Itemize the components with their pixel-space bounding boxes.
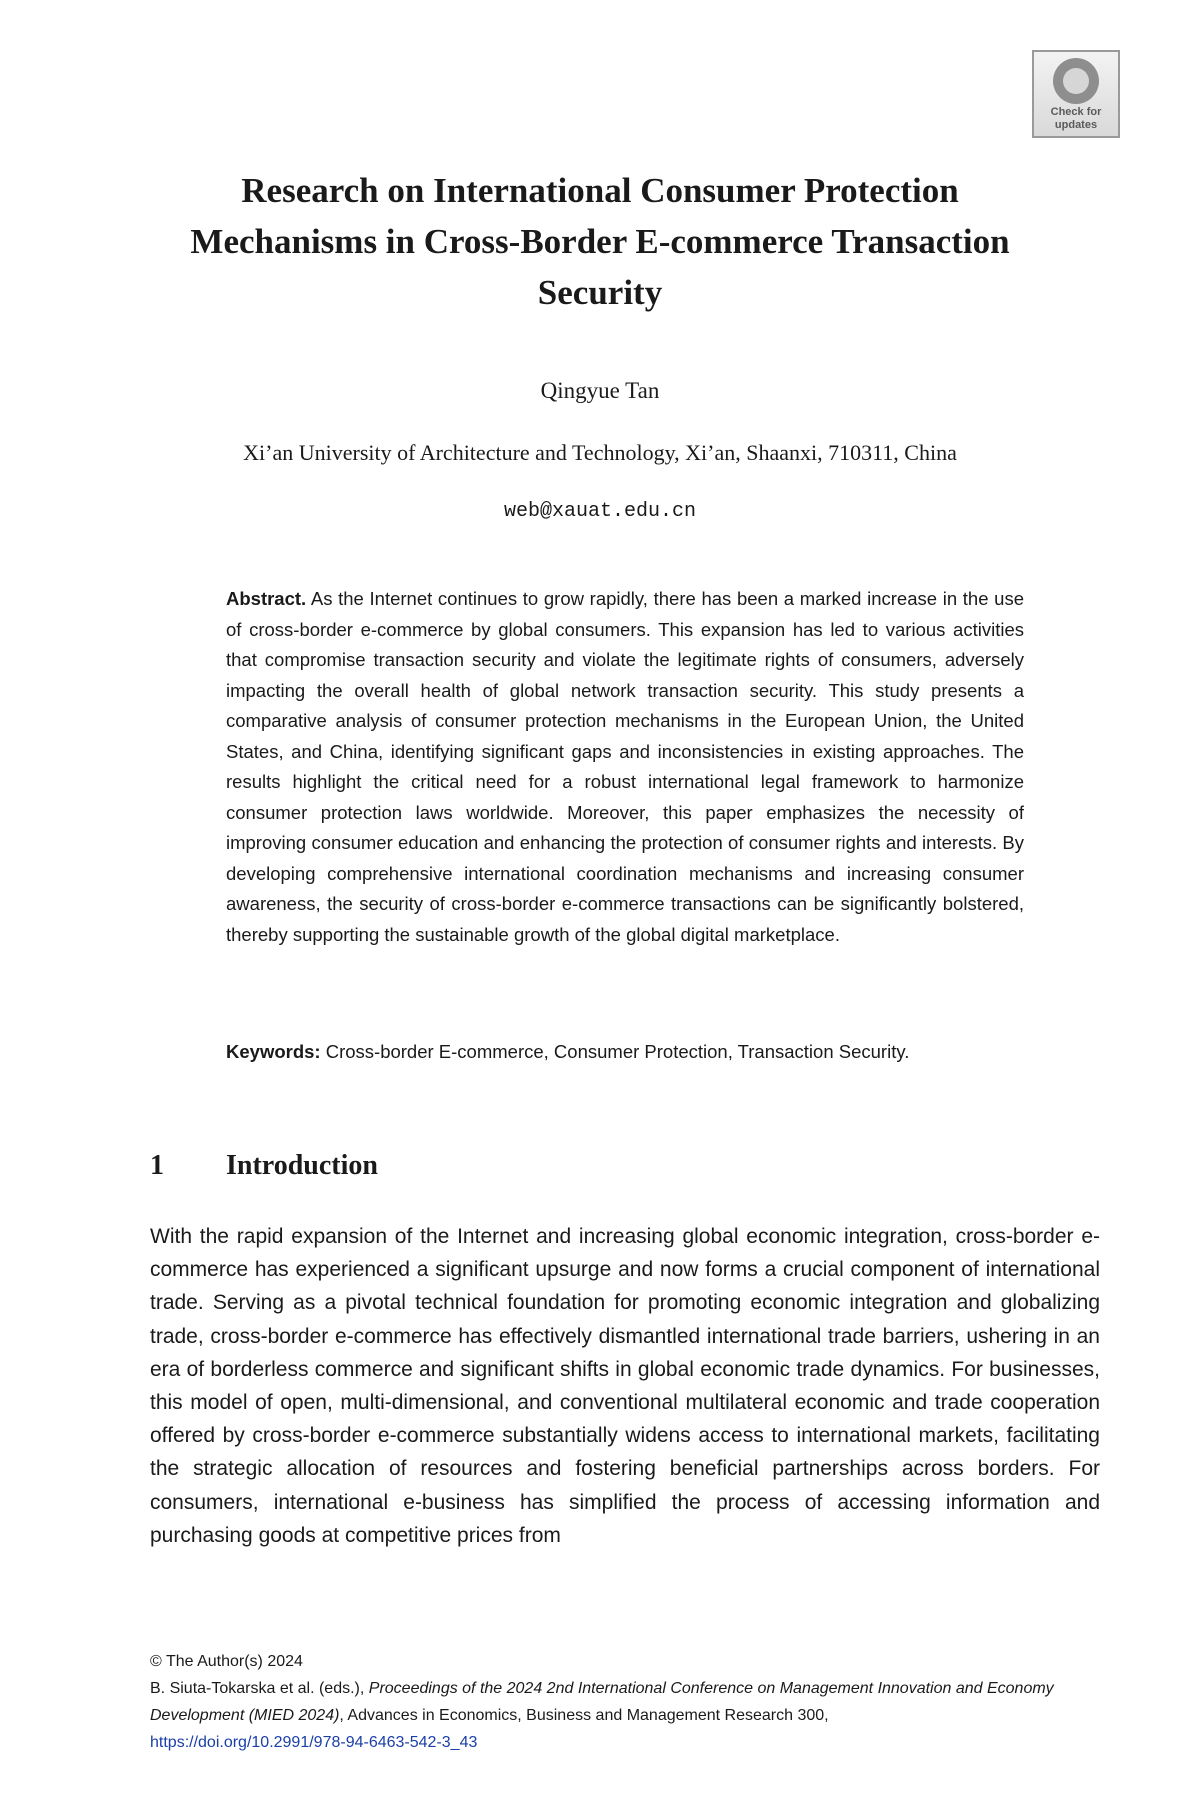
- doi-link[interactable]: https://doi.org/10.2991/978-94-6463-542-3_43: [150, 1734, 478, 1751]
- check-for-updates-icon: [1053, 58, 1099, 104]
- keywords: [226, 1037, 1024, 1067]
- introduction-paragraph: With the rapid expansion of the Internet and increasing global economic integration, cross-border e-commerce has experienced a significant upsurge and now forms a crucial component of international trade. Serving as a pivotal technical foundation for promoting economic integration and globalizing trade, cross-border e-commerce has effectively dismantled international trade barriers, ushering in an era of borderless commerce and significant shifts in global economic trade dynamics. For businesses, this model of open, multi-dimensional, and conventional multilateral economic and trade cooperation offered by cross-border e-commerce substantially widens access to international markets, facilitating the strategic allocation of resources and fostering beneficial partnerships across borders. For consumers, international e-business has simplified the process of accessing information and purchasing goods at competitive prices from: [150, 1225, 1100, 1547]
- citation-line: [150, 1675, 1100, 1729]
- abstract-label: Abstract.: [226, 588, 307, 609]
- author-affiliation: Xi’an University of Architecture and Technology, Xi’an, Shaanxi, 710311, China: [243, 440, 957, 465]
- section-number: 1: [150, 1150, 164, 1181]
- keywords-text: Cross-border E-commerce, Consumer Protection, Transaction Security.: [325, 1041, 910, 1062]
- paper-title: Research on International Consumer Protection Mechanisms in Cross-Border E-commerce Transaction Security: [190, 171, 1010, 312]
- keywords-label: Keywords:: [226, 1041, 321, 1062]
- author-name: Qingyue Tan: [540, 378, 660, 403]
- doi-line: [150, 1729, 1100, 1756]
- section-heading: [150, 1150, 378, 1182]
- footnote: [150, 1648, 1100, 1756]
- author-email[interactable]: web@xauat.edu.cn: [503, 500, 697, 523]
- badge-label: Check for updates: [1050, 106, 1102, 131]
- check-for-updates-badge[interactable]: [1032, 50, 1120, 138]
- abstract-text: As the Internet continues to grow rapidly, there has been a marked increase in the use of cross-border e-commerce by global consumers. This expansion has led to various activities that compromise transaction security and violate the legitimate rights of consumers, adversely impacting the overall health of global network transaction security. This study presents a comparative analysis of consumer protection mechanisms in the European Union, the United States, and China, identifying significant gaps and inconsistencies in existing approaches. The results highlight the critical need for a robust international legal framework to harmonize consumer protection laws worldwide. Moreover, this paper emphasizes the necessity of improving consumer education and enhancing the protection of consumer rights and interests. By developing comprehensive international coordination mechanisms and increasing consumer awareness, the security of cross-border e-commerce transactions can be significantly bolstered, thereby supporting the sustainable growth of the global digital marketplace.: [226, 588, 1024, 945]
- citation-series: , Advances in Economics, Business and Management Research 300,: [339, 1707, 829, 1724]
- citation-proceedings: Proceedings of the 2024 2nd International Conference on Management Innovation and Economy Development (MIED 2024): [150, 1680, 1054, 1724]
- copyright-line: © The Author(s) 2024: [150, 1653, 303, 1670]
- abstract: [226, 584, 1024, 950]
- citation-editors: B. Siuta-Tokarska et al. (eds.),: [150, 1680, 365, 1697]
- section-title: Introduction: [226, 1150, 378, 1181]
